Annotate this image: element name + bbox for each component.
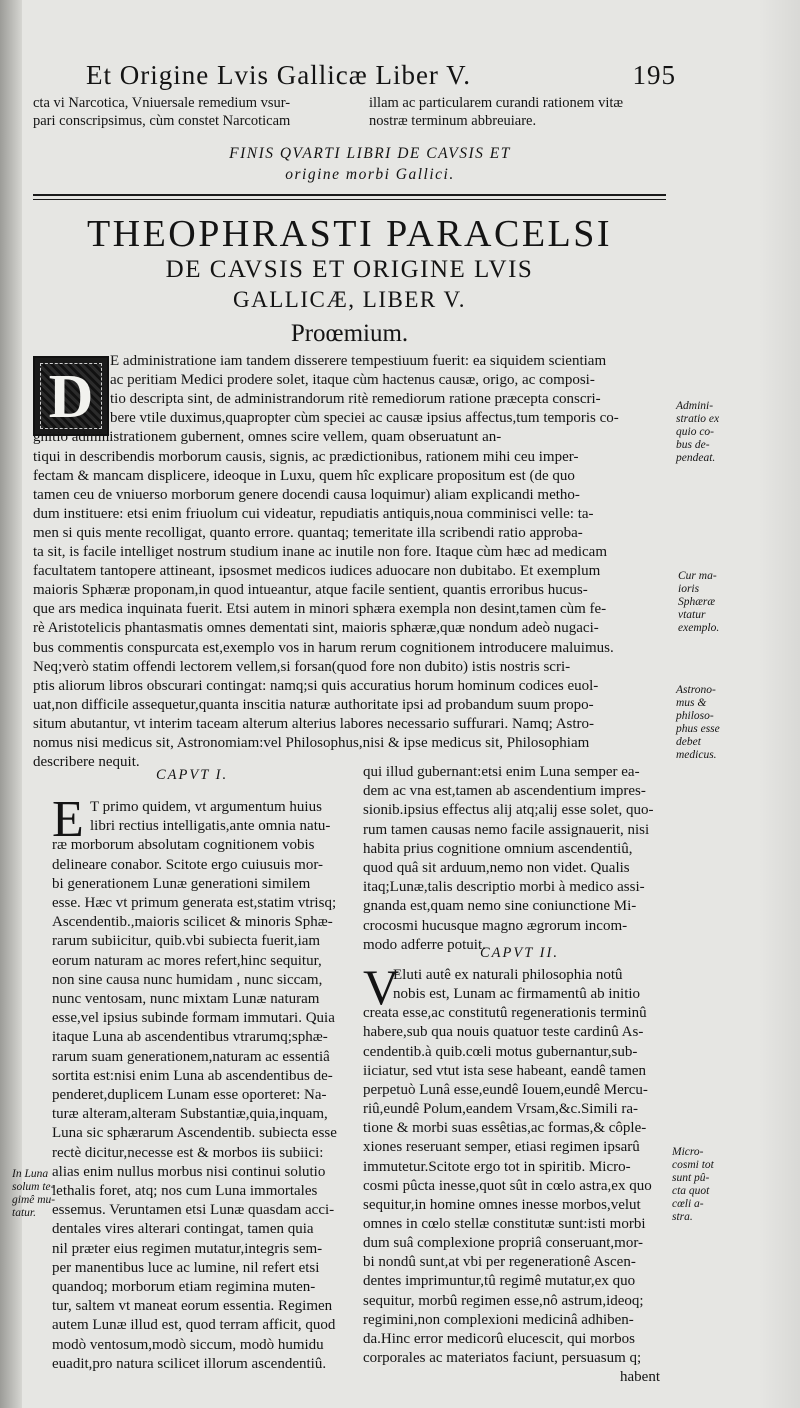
caput-1-line: libri rectius intelligatis,ante omnia natu- — [90, 818, 331, 835]
marginal-note-line: vtatur — [678, 609, 706, 621]
caput-1-line: sortita est:nisi enim Luna ab ascendentibus de- — [52, 1067, 333, 1084]
caput-1-line: modò ventosum,modò siccum, modò humidu — [52, 1336, 324, 1353]
caput-2-line: perpetuò Lunâ esse,eundê Iouem,eundê Mercu- — [363, 1081, 648, 1098]
proemium-line: gnitio administrationem gubernent, omnes scire vellem, quam obseruatunt an- — [33, 429, 502, 446]
caput-2-line: nobis est, Lunam ac firmamentû ab initio — [393, 986, 641, 1003]
marginal-note-line: quio co- — [676, 426, 715, 438]
caput-1-line: nunc ventosam, nunc mixtam Lunæ naturam — [52, 991, 320, 1007]
proemium-line: que ars medica inquinata fuerit. Etsi autem in minori sphæra exempla non desint,tamen cùm fe- — [33, 601, 607, 618]
book-title: THEOPHRASTI PARACELSI — [86, 213, 613, 255]
caput-1-line: penderet,duplicem Lunam esse oporteret: Na- — [52, 1087, 327, 1103]
marginal-note-line: Micro- — [672, 1146, 704, 1158]
carryover-left — [33, 94, 355, 130]
caput-2-heading: CAPVT II. — [480, 945, 559, 961]
caput-1-line: eorum naturam ac mores refert,hinc sequitur, — [52, 952, 322, 969]
caput-2-line: sequitur, morbû regimen esse,nô astrum,ideoq; — [363, 1292, 644, 1309]
caput-1-line: ræ morborum absolutam cognitionem vobis — [52, 837, 315, 854]
caput-2-line: habere,sub qua nouis quatuor teste cardinû As- — [363, 1024, 644, 1041]
marginal-note-line: cœli a- — [672, 1198, 704, 1210]
caput-2-line: habent — [620, 1369, 660, 1386]
book-subtitle: DE CAVSIS ET ORIGINE LVIS — [165, 256, 534, 283]
caput-1-line: lethalis foret, atq; nos cum Luna immortales — [52, 1183, 318, 1199]
proemium-line: Neq;verò statim offendi lectorem vellem,si forsan(quod fore non dubito) istis nostris scri- — [33, 658, 571, 675]
caput-1-line: non sine causa nunc humidam , nunc siccam, — [52, 971, 323, 988]
marginal-note-line: pendeat. — [676, 452, 716, 464]
marginal-note-line: ioris — [678, 583, 700, 595]
caput-1-line: rectè dicitur,necesse est & morbos iis subiici: — [52, 1144, 324, 1161]
caput-1-line: alias enim nullus morbus nisi continui solutio — [52, 1163, 326, 1180]
caput-2-line: immutetur.Scitote ergo tot in spiritib. Micro- — [363, 1158, 631, 1175]
caput-1-line: euadit,pro natura scilicet illorum ascendentiû. — [52, 1355, 327, 1372]
caput-1-line: esse,vel ipsius subinde formam immutari. Quia — [52, 1010, 335, 1027]
caput-2-line: regimini,non complexioni medicinâ adhiben- — [363, 1311, 634, 1328]
marginal-note-line: medicus. — [676, 749, 717, 761]
decorated-initial — [33, 356, 109, 436]
proemium-line: tiqui in describendis morborum causis, signis, ac prædictionibus, rationem mihi ceu imper- — [33, 448, 579, 465]
proemium-line: describere nequit. — [33, 754, 140, 771]
marginal-note-line: stra. — [672, 1211, 693, 1223]
caput-2-initial: V — [363, 959, 400, 1015]
title-rule-bottom — [33, 199, 666, 200]
marginal-note-line: Sphæræ — [678, 596, 716, 608]
proemium-line: bere vtile duximus,quapropter cùm speciei ac causæ ipsius affectus,tum temporis co- — [110, 410, 619, 427]
caput-1-line: autem Lunæ illud est, quod terram afficit, quod — [52, 1317, 336, 1334]
marginal-note-line: cosmi tot — [672, 1159, 714, 1171]
caput-1-line: T primo quidem, vt argumentum huius — [90, 799, 322, 815]
caput-2-line: cendentib.à quib.cœli motus gubernantur,sub- — [363, 1043, 638, 1060]
marginal-note-line: sunt pû- — [672, 1172, 710, 1184]
caput-1-initial: E — [52, 791, 84, 848]
marginal-note-line: solum te- — [12, 1181, 55, 1193]
caput-2-line: riû,eundê Polum,eandem Vrsam,&c.Simili ra- — [363, 1101, 639, 1118]
proemium-line: ac peritiam Medici prodere solet, itaque cùm hactenus causæ, origo, ac composi- — [110, 372, 595, 389]
caput-1-line: nil præter eius regimen mutatur,integris sem- — [52, 1240, 323, 1257]
caput-2-line: corporales ac materiatos faciunt, persuasum q; — [363, 1350, 642, 1366]
marginal-note-line: gimê mu- — [12, 1194, 56, 1206]
proemium-line: E administratione iam tandem disserere tempestiuum fuerit: ea siquidem scientiam — [110, 353, 607, 369]
caput-1-line: turæ alteram,alteram Substantiæ,quia,inquam, — [52, 1106, 328, 1123]
proemium-line: ta sit, is facile intelliget nostrum studium inane ac inutile non fore. Itaque cùm hæc ad medicam — [33, 544, 608, 560]
carryover-line: cta vi Narcotica, Vniuersale remedium vsur- — [33, 95, 291, 111]
marginal-note-line: Admini- — [676, 400, 714, 412]
caput-1-line: quandoq; morborum etiam regimina muten- — [52, 1279, 316, 1295]
proemium-line: bus commentis conspurcata est,exemplo vos in harum rerum cognitionem introducere maluimus. — [33, 639, 614, 656]
proemium-line: fectam & mancam displicere, ideoque in Luxu, quem hîc explicare propositum est (de quo — [33, 467, 575, 484]
marginal-note-line: philoso- — [676, 710, 714, 722]
caput-2-line: omnes in cœlo stellæ constitutæ sunt:isti morbi — [363, 1215, 646, 1232]
marginal-note — [672, 1146, 714, 1224]
caput-1-line: esse. Hæc vt primum generata est,statim vtrisq; — [52, 895, 337, 911]
marginal-note-line: Cur ma- — [678, 570, 717, 582]
right-column-line: crocosmi hucusque magno ægrorum incom- — [363, 917, 628, 934]
caput-2-line: da.Hinc error medicorû elucescit, qui morbos — [363, 1330, 635, 1347]
carryover-line: pari conscripsimus, cùm constet Narcoticam — [33, 113, 291, 129]
right-column-line: modo adferre potuit. — [363, 936, 486, 953]
running-head — [86, 60, 676, 91]
marginal-note — [676, 684, 720, 762]
page-number: 195 — [632, 60, 676, 90]
right-column-line: quod quâ sit arduum,nemo non videt. Qualis — [363, 860, 630, 876]
caput-2-line: sequitur,in homine omnes inesse morbos,velut — [363, 1196, 641, 1213]
caput-2-line: dum suâ complexione propriâ conseruant,mor- — [363, 1235, 644, 1252]
caput-1-line: dentales vires alterari contingat, tamen quia — [52, 1221, 314, 1238]
proemium-line: tamen ceu de vniuerso morborum genere docendi causa loquimur) aliam explicandi metho- — [33, 486, 580, 503]
caput-1-line: rarum suam generationem,naturam ac essentiâ — [52, 1048, 330, 1065]
marginal-note-line: cta quot — [672, 1185, 710, 1197]
marginal-note-line: stratio ex — [676, 413, 720, 425]
marginal-note-line: In Luna — [12, 1168, 49, 1180]
carryover-line: illam ac particularem curandi rationem vitæ — [369, 95, 624, 111]
marginal-note — [676, 400, 719, 465]
marginal-note-line: exemplo. — [678, 622, 720, 634]
caput-1-line: Ascendentib.,maioris scilicet & minoris Sphæ- — [52, 914, 333, 931]
right-column-line: qui illud gubernant:etsi enim Luna semper ea- — [363, 764, 640, 780]
initial-letter: D — [48, 363, 94, 431]
caput-1-line: rarum subiicitur, quib.vbi subiecta fuerit,iam — [52, 933, 321, 950]
proemium-line: dum instituere: etsi enim friuolum cui videatur, repudiatis antiquis,noua comminisci velle: ta- — [33, 505, 594, 522]
right-column-line: itaq;Lunæ,talis descriptio morbi à medico assi- — [363, 879, 645, 896]
right-column-line: dem ac vna est,tamen ab ascendentium impres- — [363, 783, 646, 800]
caput-1-line: tur, saltem vt maneat eorum essentia. Regimen — [52, 1298, 333, 1315]
page-edge-shadow — [758, 0, 800, 1408]
caput-1-line: Luna sic sphærarum Ascendentib. subiecta esse — [52, 1125, 337, 1142]
carryover-line: nostræ terminum abbreuiare. — [369, 113, 537, 129]
proemium-line: situm abutantur, vt interim taceam alterum alterius labores necessario suffurari. Namq; Astro- — [33, 715, 595, 732]
caput-2-line: tione & morbi suas essêtias,ac formas,& côple- — [363, 1120, 647, 1137]
caput-1-line: per manentibus luce ac lumine, nil refert etsi — [52, 1259, 320, 1276]
caput-2-line: cosmi pûcta inesse,quot sût in cœlo astra,ex quo — [363, 1177, 652, 1194]
section-heading-prooemium: Proœmium. — [290, 320, 409, 347]
proemium-line: nomus nisi medicus sit, Astronomiam:vel Philosophus,nisi & ipse medicus sit, Philosophiam — [33, 735, 590, 751]
proemium-line: ptis aliorum libros obscurari contingat: namq;si quis accuratius horum hominum codices euol- — [33, 677, 599, 694]
finis-line-2: origine morbi Gallici. — [285, 166, 455, 183]
caput-2-line: iiciatur, sed vtut ista sese habeant, eandê tamen — [363, 1062, 647, 1079]
caput-2-line: creata esse,ac constitutû regenerationis terminû — [363, 1005, 647, 1022]
proemium-line: rè Aristotelicis phantasmatis omnes dementati sint, maioris sphæræ,quæ nondum adeò nugaci- — [33, 620, 599, 637]
carryover-right — [369, 94, 669, 130]
finis-line-1: FINIS QVARTI LIBRI DE CAVSIS ET — [229, 145, 511, 162]
right-column-line: sionib.ipsius effectus alij atq;alij esse solet, quo- — [363, 802, 654, 819]
caput-1-line: essemus. Veruntamen etsi Lunæ quasdam acci- — [52, 1202, 335, 1219]
proemium-line: uat,non difficile assequetur,quanta inscitia naturæ authoritate ipsi ad probandum suum propo- — [33, 696, 594, 713]
right-column-line: habita prius cognitione omnium ascendentiû, — [363, 840, 633, 857]
running-head-title: Et Origine Lvis Gallicæ Liber V. — [86, 60, 471, 90]
book-subtitle-2: GALLICÆ, LIBER V. — [233, 287, 466, 312]
proemium-line: maioris Sphæræ proponam,in quod intueantur, atque facile sentient, quantis erroribus hucus- — [33, 582, 588, 599]
caput-1-line: itaque Luna ab ascendentibus vtrarumq;sphæ- — [52, 1029, 328, 1046]
right-column-line: rum tamen causas nemo facile assignauerit, nisi — [363, 821, 650, 838]
proemium-line: tio descripta sint, de administrandorum ritè remediorum ratione præcepta conscri- — [110, 391, 601, 408]
marginal-note-line: mus & — [676, 697, 707, 709]
caput-1-heading: CAPVT I. — [156, 767, 229, 783]
marginal-note-line: tatur. — [12, 1207, 36, 1219]
caput-2-line: xiones reseruant semper, etiasi regimen ipsarû — [363, 1139, 640, 1156]
caput-2-line: dentes imprimuntur,tû regimê mutatur,ex quo — [363, 1273, 636, 1290]
marginal-note-line: Astrono- — [676, 684, 716, 696]
marginal-note — [12, 1168, 55, 1220]
marginal-note-line: debet — [676, 736, 701, 748]
right-column-line: gnanda est,quam nemo sine coniunctione Mi- — [363, 898, 637, 915]
caput-1-line: delineare conabor. Scitote ergo cuiusuis mor- — [52, 856, 324, 873]
caput-2-line: Eluti autê ex naturali philosophia notû — [393, 967, 623, 983]
title-rule-top — [33, 194, 666, 196]
marginal-note-line: phus esse — [676, 723, 720, 735]
proemium-line: men si quis mente recolligat, quanto errore. quantaq; temeritate illa scribendi ratio approba- — [33, 524, 583, 541]
marginal-note — [678, 570, 719, 635]
caput-2-line: bi nondû sunt,at vbi per regenerationê Ascen- — [363, 1254, 636, 1271]
marginal-note-line: bus de- — [676, 439, 710, 451]
caput-1-line: bi generationem Lunæ generationi similem — [52, 875, 311, 892]
proemium-line: facultatem tantopere attineant, ipsosmet medicos iudices aduocare non dubitabo. Et exemplum — [33, 563, 601, 580]
